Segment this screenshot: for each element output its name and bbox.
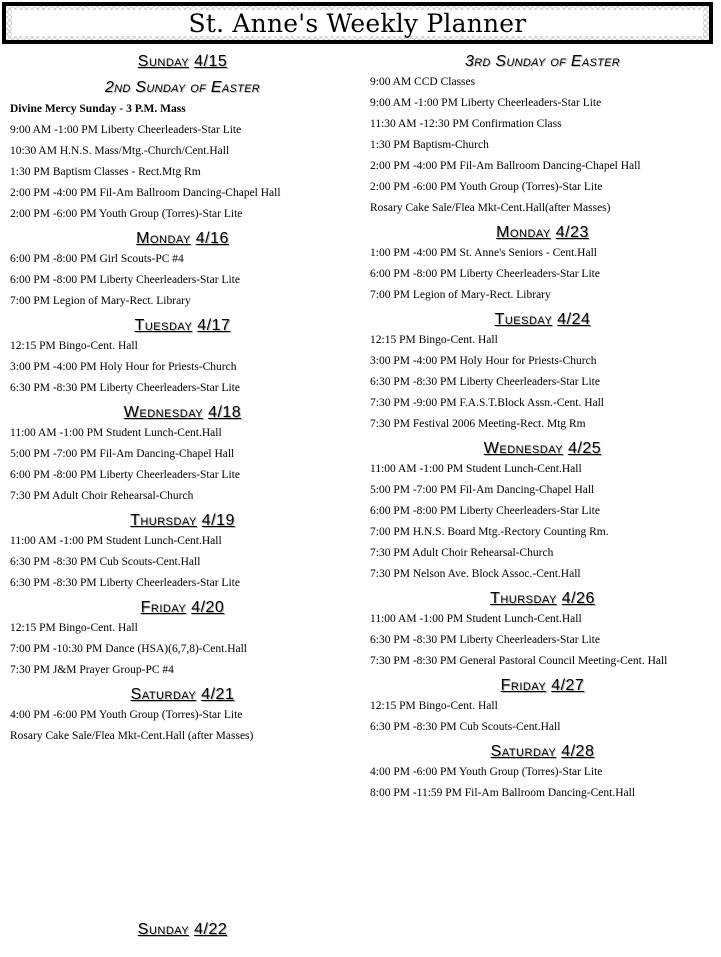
day-date: 4/16 <box>195 230 229 247</box>
day-heading-sunday-415 <box>10 53 355 71</box>
day-heading-wednesday-418 <box>10 403 355 423</box>
day-date: 4/15 <box>194 53 228 70</box>
day-date: 4/25 <box>568 440 602 457</box>
list-item: 12:15 PM Bingo-Cent. Hall <box>10 622 138 634</box>
list-item: 7:30 PM Adult Choir Rehearsal-Church <box>10 490 194 502</box>
list-item: 11:00 AM -1:00 PM Student Lunch-Cent.Hall <box>10 427 222 439</box>
day-name: Saturday <box>130 686 197 703</box>
list-item: 8:00 PM -11:59 PM Fil-Am Ballroom Dancing-Cent.Hall <box>370 787 636 799</box>
day-name: Tuesday <box>134 317 193 334</box>
list-item: 6:30 PM -8:30 PM Cub Scouts-Cent.Hall <box>10 556 201 568</box>
list-item: 6:30 PM -8:30 PM Liberty Cheerleaders-Star Lite <box>370 376 600 388</box>
day-heading-saturday-421 <box>10 685 355 705</box>
day-heading-sunday-422 <box>10 920 355 940</box>
day-heading-monday-423 <box>370 223 715 243</box>
list-item: 7:00 PM Legion of Mary-Rect. Library <box>370 289 551 301</box>
list-item: 6:00 PM -8:00 PM Liberty Cheerleaders-Star Lite <box>370 268 600 280</box>
occasion-heading: 2nd Sunday of Easter <box>104 79 261 96</box>
day-date: 4/22 <box>194 921 228 938</box>
day-heading-friday-420 <box>10 598 355 618</box>
day-date: 4/27 <box>551 677 585 694</box>
day-date: 4/28 <box>561 743 595 760</box>
title-banner <box>2 2 713 44</box>
day-date: 4/26 <box>561 590 595 607</box>
list-item: 2:00 PM -4:00 PM Fil-Am Ballroom Dancing-Chapel Hall <box>370 160 641 172</box>
list-item: Divine Mercy Sunday - 3 P.M. Mass <box>10 103 186 115</box>
list-item: 12:15 PM Bingo-Cent. Hall <box>370 700 498 712</box>
day-heading-saturday-428 <box>370 742 715 762</box>
list-item: 7:30 PM Nelson Ave. Block Assoc.-Cent.Hall <box>370 568 581 580</box>
list-item: 4:00 PM -6:00 PM Youth Group (Torres)-Star Lite <box>370 766 603 778</box>
list-item: 3:00 PM -4:00 PM Holy Hour for Priests-Church <box>10 361 237 373</box>
list-item: 6:00 PM -8:00 PM Liberty Cheerleaders-Star Lite <box>10 469 240 481</box>
list-item: 6:00 PM -8:00 PM Girl Scouts-PC #4 <box>10 253 184 265</box>
list-item: 2:00 PM -4:00 PM Fil-Am Ballroom Dancing-Chapel Hall <box>10 187 281 199</box>
day-date: 4/20 <box>191 599 225 616</box>
day-name: Saturday <box>490 743 557 760</box>
list-item: 7:00 PM H.N.S. Board Mtg.-Rectory Counting Rm. <box>370 526 609 538</box>
list-item: 9:00 AM -1:00 PM Liberty Cheerleaders-Star Lite <box>10 124 242 136</box>
day-heading-friday-427 <box>370 676 715 696</box>
day-date: 4/18 <box>208 404 242 421</box>
occasion-heading: 3rd Sunday of Easter <box>464 53 621 70</box>
day-heading-thursday-419 <box>10 511 355 531</box>
list-item: 7:30 PM -9:00 PM F.A.S.T.Block Assn.-Cent. Hall <box>370 397 604 409</box>
list-item: Rosary Cake Sale/Flea Mkt-Cent.Hall(after Masses) <box>370 202 611 214</box>
list-item: 7:30 PM Adult Choir Rehearsal-Church <box>370 547 554 559</box>
list-item: 11:00 AM -1:00 PM Student Lunch-Cent.Hall <box>370 613 582 625</box>
list-item: 7:30 PM J&M Prayer Group-PC #4 <box>10 664 174 676</box>
day-heading-tuesday-417 <box>10 316 355 336</box>
list-item: 5:00 PM -7:00 PM Fil-Am Dancing-Chapel Hall <box>10 448 235 460</box>
day-name: Monday <box>496 224 551 241</box>
day-name: Wednesday <box>123 404 204 421</box>
day-name: Sunday <box>137 921 190 938</box>
list-item: 1:30 PM Baptism Classes - Rect.Mtg Rm <box>10 166 201 178</box>
list-item: 6:30 PM -8:30 PM Cub Scouts-Cent.Hall <box>370 721 561 733</box>
day-name: Tuesday <box>494 311 553 328</box>
list-item: 11:00 AM -1:00 PM Student Lunch-Cent.Hall <box>10 535 222 547</box>
day-name: Wednesday <box>483 440 564 457</box>
day-name: Friday <box>140 599 187 616</box>
day-name: Thursday <box>490 590 557 607</box>
left-column <box>10 50 355 747</box>
list-item: 3:00 PM -4:00 PM Holy Hour for Priests-Church <box>370 355 597 367</box>
day-date: 4/19 <box>201 512 235 529</box>
list-item: 1:30 PM Baptism-Church <box>370 139 489 151</box>
list-item: 6:30 PM -8:30 PM Liberty Cheerleaders-Star Lite <box>10 577 240 589</box>
title-inner <box>12 10 703 36</box>
day-heading-tuesday-424 <box>370 310 715 330</box>
list-item: 6:00 PM -8:00 PM Liberty Cheerleaders-Star Lite <box>370 505 600 517</box>
day-date: 4/23 <box>555 224 589 241</box>
day-name: Sunday <box>137 53 190 70</box>
list-item: 10:30 AM H.N.S. Mass/Mtg.-Church/Cent.Hall <box>10 145 230 157</box>
list-item: 2:00 PM -6:00 PM Youth Group (Torres)-Star Lite <box>10 208 243 220</box>
list-item: 7:30 PM -8:30 PM General Pastoral Council Meeting-Cent. Hall <box>370 655 668 667</box>
list-item: 12:15 PM Bingo-Cent. Hall <box>370 334 498 346</box>
day-date: 4/17 <box>197 317 231 334</box>
day-heading-wednesday-425 <box>370 439 715 459</box>
day-name: Friday <box>500 677 547 694</box>
list-item: 7:00 PM Legion of Mary-Rect. Library <box>10 295 191 307</box>
list-item: 12:15 PM Bingo-Cent. Hall <box>10 340 138 352</box>
list-item: 5:00 PM -7:00 PM Fil-Am Dancing-Chapel Hall <box>370 484 595 496</box>
list-item: 6:30 PM -8:30 PM Liberty Cheerleaders-Star Lite <box>370 634 600 646</box>
list-item: 9:00 AM -1:00 PM Liberty Cheerleaders-Star Lite <box>370 97 602 109</box>
list-item: 11:30 AM -12:30 PM Confirmation Class <box>370 118 562 130</box>
day-heading-thursday-426 <box>370 589 715 609</box>
list-item: 7:00 PM -10:30 PM Dance (HSA)(6,7,8)-Cent.Hall <box>10 643 248 655</box>
list-item: 1:00 PM -4:00 PM St. Anne's Seniors - Cent.Hall <box>370 247 597 259</box>
day-date: 4/24 <box>557 311 591 328</box>
list-item: 2:00 PM -6:00 PM Youth Group (Torres)-Star Lite <box>370 181 603 193</box>
list-item: 6:30 PM -8:30 PM Liberty Cheerleaders-Star Lite <box>10 382 240 394</box>
day-date: 4/21 <box>201 686 235 703</box>
right-column <box>370 50 715 804</box>
list-item: Rosary Cake Sale/Flea Mkt-Cent.Hall (after Masses) <box>10 730 254 742</box>
day-name: Monday <box>136 230 191 247</box>
list-item: 11:00 AM -1:00 PM Student Lunch-Cent.Hall <box>370 463 582 475</box>
list-item: 9:00 AM CCD Classes <box>370 76 476 88</box>
list-item: 6:00 PM -8:00 PM Liberty Cheerleaders-Star Lite <box>10 274 240 286</box>
page-title: St. Anne's Weekly Planner <box>188 8 527 38</box>
list-item: 7:30 PM Festival 2006 Meeting-Rect. Mtg Rm <box>370 418 586 430</box>
list-item: 4:00 PM -6:00 PM Youth Group (Torres)-Star Lite <box>10 709 243 721</box>
day-heading-monday-416 <box>10 229 355 249</box>
day-name: Thursday <box>130 512 197 529</box>
